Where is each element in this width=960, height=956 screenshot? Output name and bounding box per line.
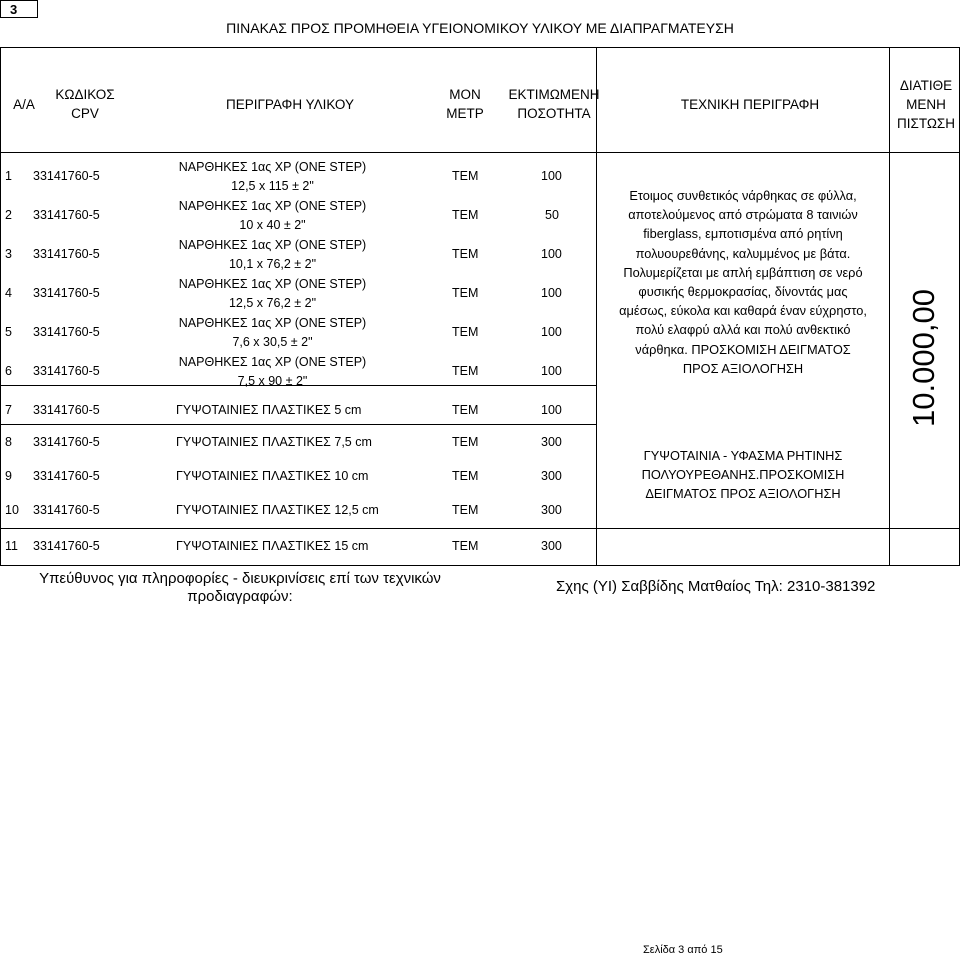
- row-cpv: 33141760-5: [33, 469, 100, 483]
- header-code-line1: ΚΩΔΙΚΟΣ: [55, 87, 115, 102]
- tech-line: Ετοιμος συνθετικός νάρθηκας σε φύλλα,: [629, 188, 857, 203]
- header-quantity-line1: ΕΚΤΙΜΩΜΕΝΗ: [508, 87, 600, 102]
- row-cpv: 33141760-5: [33, 286, 100, 300]
- header-tech: ΤΕΧΝΙΚΗ ΠΕΡΙΓΡΑΦΗ: [680, 97, 820, 112]
- header-code-line2: CPV: [71, 106, 99, 121]
- row-quantity: 100: [541, 169, 562, 183]
- tech-line: Πολυμερίζεται με απλή εμβάπτιση σε νερό: [623, 264, 863, 280]
- row-unit: ΤΕΜ: [452, 208, 479, 222]
- contact-label-line2: προδιαγραφών:: [187, 588, 293, 605]
- row-description-line2: 10,1 x 76,2 ± 2": [228, 257, 317, 271]
- header-unit-line1: ΜΟΝ: [449, 87, 481, 102]
- row-unit: ΤΕΜ: [452, 435, 479, 449]
- row-aa: 7: [5, 403, 12, 417]
- row-cpv: 33141760-5: [33, 169, 100, 183]
- page-title: ΠΙΝΑΚΑΣ ΠΡΟΣ ΠΡΟΜΗΘΕΙΑ ΥΓΕΙΟΝΟΜΙΚΟΥ ΥΛΙΚΟΥ ΜΕ ΔΙΑΠΡΑΓΜΑΤΕΥΣΗ: [226, 20, 734, 36]
- tech-description-splints: [598, 186, 888, 378]
- row-unit: ΤΕΜ: [452, 325, 479, 339]
- row-description: ΓΥΨΟΤΑΙΝΙΕΣ ΠΛΑΣΤΙΚΕΣ 15 cm: [176, 539, 369, 553]
- row-cpv: 33141760-5: [33, 364, 100, 378]
- row-quantity: 100: [541, 364, 562, 378]
- row-aa: 1: [5, 169, 12, 183]
- row-cpv: 33141760-5: [33, 247, 100, 261]
- row-description-line1: ΝΑΡΘΗΚΕΣ 1ας ΧΡ (ONE STEP): [178, 238, 367, 252]
- row-description: ΓΥΨΟΤΑΙΝΙΕΣ ΠΛΑΣΤΙΚΕΣ 5 cm: [176, 403, 362, 417]
- row-unit: ΤΕΜ: [452, 503, 479, 517]
- header-unit-line2: ΜΕΤΡ: [446, 106, 484, 121]
- row-quantity: 50: [545, 208, 559, 222]
- row-aa: 2: [5, 208, 12, 222]
- contact-person: Σχης (ΥΙ) Σαββίδης Ματθαίος Τηλ: 2310-381392: [556, 578, 876, 595]
- header-credit-line2: ΜΕΝΗ: [906, 97, 946, 112]
- row-description-line2: 12,5 x 76,2 ± 2": [228, 296, 317, 310]
- tech-line: αμέσως, εύκολα και καθαρά έναν εύχρηστο,: [619, 303, 867, 319]
- row-aa: 9: [5, 469, 12, 483]
- row-description-line1: ΝΑΡΘΗΚΕΣ 1ας ΧΡ (ONE STEP): [178, 160, 367, 174]
- contact-label-line1: Υπεύθυνος για πληροφορίες - διευκρινίσεις επί των τεχνικών: [39, 570, 441, 587]
- tech-line: ΔΕΙΓΜΑΤΟΣ ΠΡΟΣ ΑΞΙΟΛΟΓΗΣΗ: [645, 486, 841, 502]
- row-cpv: 33141760-5: [33, 435, 100, 449]
- tech-description-tapes: [598, 446, 888, 504]
- row-cpv: 33141760-5: [33, 503, 100, 517]
- row-quantity: 300: [541, 435, 562, 449]
- page-number-box: [0, 0, 38, 18]
- header-aa: Α/Α: [13, 97, 35, 112]
- header-credit-line3: ΠΙΣΤΩΣΗ: [896, 116, 956, 131]
- row-quantity: 300: [541, 469, 562, 483]
- row-aa: 3: [5, 247, 12, 261]
- row-description-line1: ΝΑΡΘΗΚΕΣ 1ας ΧΡ (ONE STEP): [178, 316, 367, 330]
- row-description-line1: ΝΑΡΘΗΚΕΣ 1ας ΧΡ (ONE STEP): [178, 277, 367, 291]
- header-quantity: [494, 85, 614, 123]
- row-unit: ΤΕΜ: [452, 469, 479, 483]
- row-description: ΓΥΨΟΤΑΙΝΙΕΣ ΠΛΑΣΤΙΚΕΣ 10 cm: [176, 469, 369, 483]
- header-code: [45, 85, 125, 123]
- tech-line: ΓΥΨΟΤΑΙΝΙΑ - ΥΦΑΣΜΑ ΡΗΤΙΝΗΣ: [643, 448, 843, 463]
- row-cpv: 33141760-5: [33, 208, 100, 222]
- row-aa: 4: [5, 286, 12, 300]
- tech-line: αποτελούμενος από στρώματα 8 ταινιών: [628, 207, 858, 223]
- row-aa: 10: [5, 503, 19, 517]
- row-unit: ΤΕΜ: [452, 286, 479, 300]
- row-quantity: 100: [541, 247, 562, 261]
- row-quantity: 100: [541, 403, 562, 417]
- row-unit: ΤΕΜ: [452, 539, 479, 553]
- row-description-line2: 12,5 x 115 ± 2": [231, 179, 314, 193]
- page-number: 3: [10, 2, 18, 17]
- row-description-line1: ΝΑΡΘΗΚΕΣ 1ας ΧΡ (ONE STEP): [178, 355, 367, 369]
- row-cpv: 33141760-5: [33, 325, 100, 339]
- tech-line: fiberglass, εμποτισμένα από ρητίνη: [643, 226, 843, 242]
- row-description: ΓΥΨΟΤΑΙΝΙΕΣ ΠΛΑΣΤΙΚΕΣ 7,5 cm: [176, 435, 372, 449]
- header-credit-line1: ΔΙΑΤΙΘΕ: [899, 78, 953, 93]
- row-aa: 5: [5, 325, 12, 339]
- row-quantity: 100: [541, 286, 562, 300]
- row-aa: 11: [5, 539, 18, 553]
- row-description-line1: ΝΑΡΘΗΚΕΣ 1ας ΧΡ (ONE STEP): [178, 199, 367, 213]
- row-quantity: 300: [541, 539, 562, 553]
- tech-line: ΠΟΛΥΟΥΡΕΘΑΝΗΣ.ΠΡΟΣΚΟΜΙΣΗ: [641, 467, 845, 483]
- row-aa: 8: [5, 435, 12, 449]
- row-unit: ΤΕΜ: [452, 169, 479, 183]
- credit-amount: 10.000,00: [906, 289, 941, 427]
- row-unit: ΤΕΜ: [452, 364, 479, 378]
- header-unit: [430, 85, 500, 123]
- tech-line: νάρθηκα. ΠΡΟΣΚΟΜΙΣΗ ΔΕΙΓΜΑΤΟΣ: [635, 341, 851, 357]
- contact-label: [10, 570, 470, 606]
- row-unit: ΤΕΜ: [452, 403, 479, 417]
- tech-line: πολύ ελαφρύ αλλά και πολύ ανθεκτικό: [635, 322, 851, 338]
- row-quantity: 300: [541, 503, 562, 517]
- tech-line: πολυουρεθάνης, καλυμμένος με βάτα.: [635, 245, 851, 261]
- row-unit: ΤΕΜ: [452, 247, 479, 261]
- row-description-line2: 10 x 40 ± 2": [239, 218, 306, 232]
- header-description: ΠΕΡΙΓΡΑΦΗ ΥΛΙΚΟΥ: [225, 97, 355, 112]
- header-credit: [886, 76, 960, 133]
- row-cpv: 33141760-5: [33, 539, 100, 553]
- row-aa: 6: [5, 364, 12, 378]
- tech-line: φυσικής θερμοκρασίας, δίνοντάς μας: [638, 284, 848, 300]
- row-quantity: 100: [541, 325, 562, 339]
- row-description: ΓΥΨΟΤΑΙΝΙΕΣ ΠΛΑΣΤΙΚΕΣ 12,5 cm: [176, 503, 379, 517]
- page-footer: Σελίδα 3 από 15: [643, 944, 723, 956]
- row-cpv: 33141760-5: [33, 403, 100, 417]
- header-quantity-line2: ΠΟΣΟΤΗΤΑ: [517, 106, 591, 121]
- tech-line: ΠΡΟΣ ΑΞΙΟΛΟΓΗΣΗ: [682, 360, 804, 376]
- row-description-line2: 7,5 x 90 ± 2": [237, 374, 308, 388]
- row-description-line2: 7,6 x 30,5 ± 2": [232, 335, 313, 349]
